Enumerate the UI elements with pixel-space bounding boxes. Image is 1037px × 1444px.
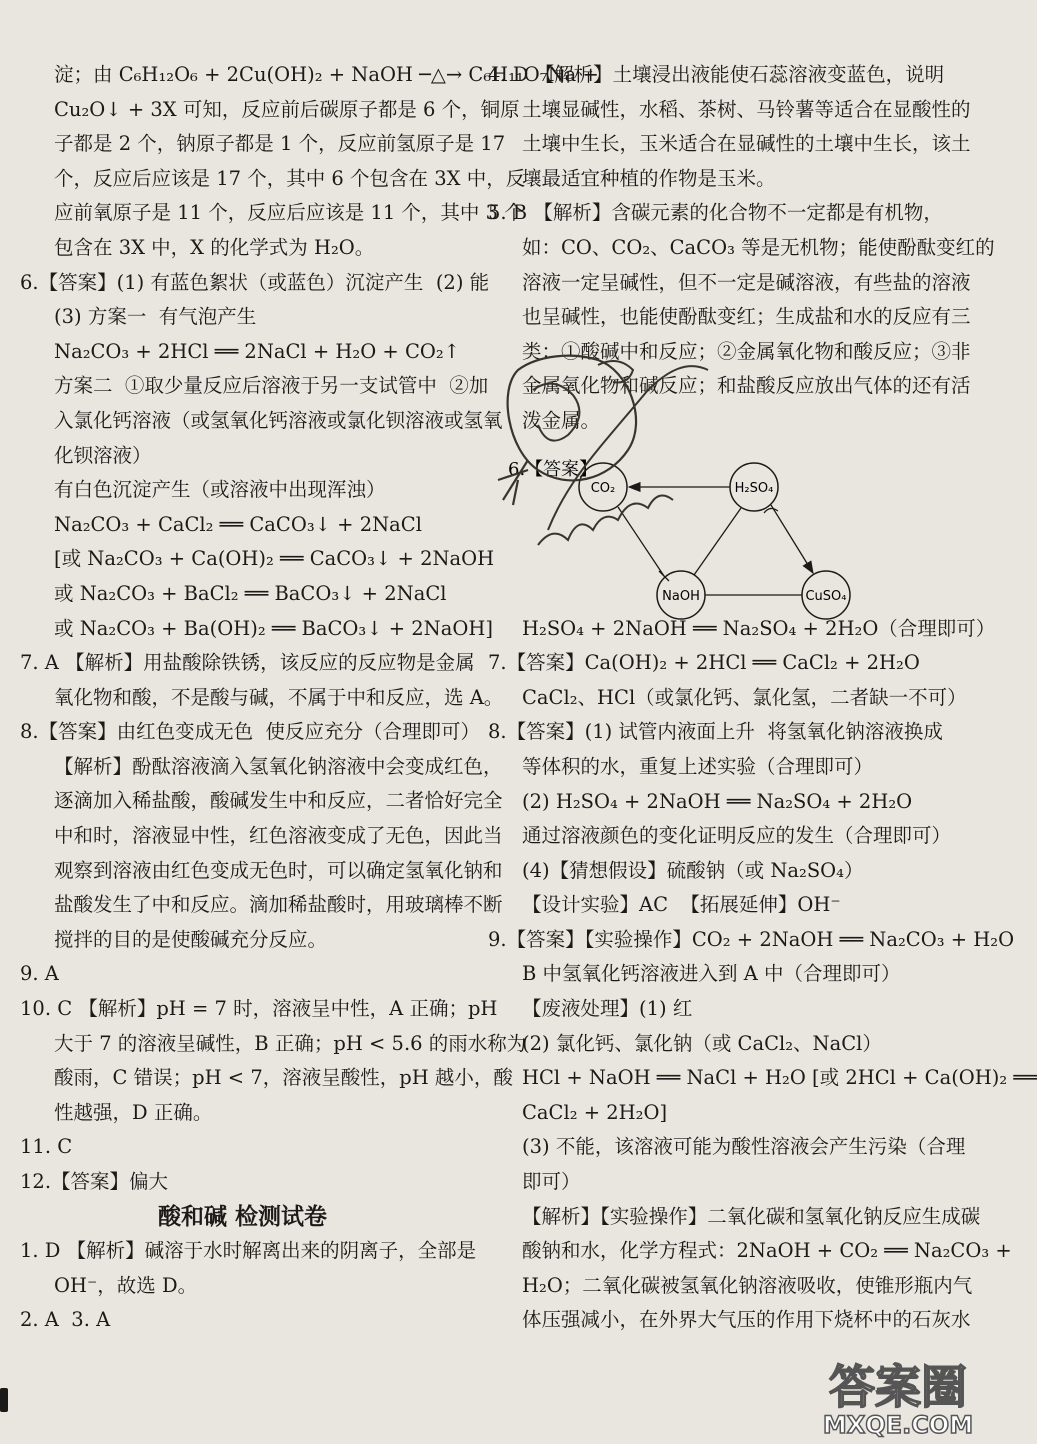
node-co2-label: CO₂ bbox=[590, 480, 616, 496]
text-line: 应前氧原子是 11 个，反应后应该是 11 个，其中 3 个 bbox=[54, 201, 524, 225]
node-naoh-label: NaOH bbox=[662, 588, 700, 604]
right-column-bottom bbox=[488, 612, 1037, 1338]
text-line: CaCl₂、HCl（或氯化钙、氯化氢，二者缺一不可） bbox=[522, 685, 967, 709]
text-line: 化钡溶液） bbox=[54, 443, 152, 467]
text-line: 观察到溶液由红色变成无色时，可以确定氢氧化钠和 bbox=[54, 858, 503, 882]
text-line: H₂SO₄ + 2NaOH ══ Na₂SO₄ + 2H₂O（合理即可） bbox=[522, 616, 996, 640]
text-line: 盐酸发生了中和反应。滴加稀盐酸时，用玻璃棒不断 bbox=[54, 893, 503, 917]
text-line: 性越强，D 正确。 bbox=[54, 1100, 213, 1124]
text-line: 【解析】【实验操作】二氧化碳和氢氧化钠反应生成碳 bbox=[522, 1204, 981, 1228]
text-line: 金属氧化物和碱反应；和盐酸反应放出气体的还有活 bbox=[522, 374, 971, 398]
text-line: 等体积的水，重复上述实验（合理即可） bbox=[522, 754, 874, 778]
text-line: 10. C 【解析】pH = 7 时，溶液呈中性，A 正确；pH bbox=[20, 997, 498, 1021]
text-line: 土壤中生长，玉米适合在显碱性的土壤中生长，该土 bbox=[522, 132, 971, 156]
text-line: H₂O；二氧化碳被氢氧化钠溶液吸收，使锥形瓶内气 bbox=[522, 1273, 973, 1297]
text-line: 或 Na₂CO₃ + Ba(OH)₂ ══ BaCO₃↓ + 2NaOH] bbox=[54, 616, 493, 640]
right-column bbox=[488, 58, 1037, 1338]
watermark-url: MXQE.COM bbox=[822, 1411, 974, 1439]
text-line: (2) 氯化钙、氯化钠（或 CaCl₂、NaCl） bbox=[522, 1031, 882, 1055]
text-line: 6.【答案】(1) 有蓝色絮状（或蓝色）沉淀产生 (2) 能 bbox=[20, 270, 490, 294]
text-line: 1. D 【解析】碱溶于水时解离出来的阴离子，全部是 bbox=[20, 1239, 477, 1263]
text-line: 4. D 【解析】土壤浸出液能使石蕊溶液变蓝色，说明 bbox=[488, 63, 945, 86]
text-line: 7. A 【解析】用盐酸除铁锈，该反应的反应物是金属 bbox=[20, 651, 475, 675]
text-line: [或 Na₂CO₃ + Ca(OH)₂ ══ CaCO₃↓ + 2NaOH bbox=[54, 547, 495, 571]
diagram-label: 6.【答案】 bbox=[508, 458, 598, 480]
text-line: 【设计实验】AC 【拓展延伸】OH⁻ bbox=[522, 893, 841, 917]
text-line: 5. B 【解析】含碳元素的化合物不一定都是有机物， bbox=[488, 201, 943, 225]
text-line: 也呈碱性，也能使酚酞变红；生成盐和水的反应有三 bbox=[522, 305, 971, 329]
text-line: (3) 方案一 有气泡产生 bbox=[54, 305, 257, 329]
text-line: Cu₂O↓ + 3X 可知，反应前后碳原子都是 6 个，铜原 bbox=[54, 97, 520, 121]
text-line: 溶液一定呈碱性，但不一定是碱溶液，有些盐的溶液 bbox=[522, 270, 971, 294]
text-line: 如：CO、CO₂、CaCO₃ 等是无机物；能使酚酞变红的 bbox=[522, 235, 995, 259]
text-line: 酸钠和水，化学方程式：2NaOH + CO₂ ══ Na₂CO₃ + bbox=[522, 1239, 1012, 1263]
section-title: 酸和碱 检测试卷 bbox=[157, 1203, 327, 1230]
text-line: 【解析】酚酞溶液滴入氢氧化钠溶液中会变成红色， bbox=[54, 754, 503, 778]
text-line: B 中氢氧化钙溶液进入到 A 中（合理即可） bbox=[522, 962, 901, 986]
text-line: 中和时，溶液显中性，红色溶液变成了无色，因此当 bbox=[54, 824, 503, 848]
text-line: 方案二 ①取少量反应后溶液于另一支试管中 ②加 bbox=[54, 374, 489, 398]
watermark-main: 答案圈 bbox=[829, 1360, 967, 1414]
page-number-marker bbox=[0, 1388, 12, 1418]
text-line: 11. C bbox=[20, 1135, 73, 1159]
text-line: 淀；由 C₆H₁₂O₆ + 2Cu(OH)₂ + NaOH ─△→ C₆H₁₁O₇Na + bbox=[54, 63, 599, 86]
text-line: 体压强减小，在外界大气压的作用下烧杯中的石灰水 bbox=[522, 1308, 971, 1332]
text-line: 2. A 3. A bbox=[20, 1308, 111, 1332]
text-line: 8.【答案】由红色变成无色 使反应充分（合理即可） bbox=[20, 720, 481, 744]
text-line: 酸雨，C 错误；pH < 7，溶液呈酸性，pH 越小，酸 bbox=[54, 1066, 513, 1090]
text-line: 9. A bbox=[20, 962, 59, 986]
text-line: 大于 7 的溶液呈碱性，B 正确；pH < 5.6 的雨水称为 bbox=[54, 1031, 527, 1055]
text-line: 包含在 3X 中，X 的化学式为 H₂O。 bbox=[54, 235, 375, 259]
text-line: 9.【答案】【实验操作】CO₂ + 2NaOH ══ Na₂CO₃ + H₂O bbox=[488, 927, 1015, 951]
text-line: 壤最适宜种植的作物是玉米。 bbox=[522, 166, 776, 190]
text-line: Na₂CO₃ + CaCl₂ ══ CaCO₃↓ + 2NaCl bbox=[54, 512, 422, 536]
text-line: 类：①酸碱中和反应；②金属氧化物和酸反应；③非 bbox=[522, 339, 971, 363]
text-line: 【废液处理】(1) 红 bbox=[522, 997, 693, 1021]
watermark-logo bbox=[800, 1345, 995, 1440]
text-line: 泼金属。 bbox=[522, 408, 601, 432]
text-line: Na₂CO₃ + 2HCl ══ 2NaCl + H₂O + CO₂↑ bbox=[54, 339, 461, 363]
text-line: OH⁻，故选 D。 bbox=[54, 1273, 198, 1297]
text-line: 子都是 2 个，钠原子都是 1 个，反应前氢原子是 17 bbox=[54, 132, 506, 156]
handwritten-scribble bbox=[478, 330, 778, 560]
text-line: (4)【猜想假设】硫酸钠（或 Na₂SO₄） bbox=[522, 858, 864, 882]
text-line: (2) H₂SO₄ + 2NaOH ══ Na₂SO₄ + 2H₂O bbox=[522, 789, 913, 813]
text-line: (3) 不能，该溶液可能为酸性溶液会产生污染（合理 bbox=[522, 1135, 966, 1159]
text-line: 通过溶液颜色的变化证明反应的发生（合理即可） bbox=[522, 824, 952, 848]
text-line: 入氯化钙溶液（或氢氧化钙溶液或氯化钡溶液或氢氧 bbox=[54, 408, 503, 432]
text-line: 7.【答案】Ca(OH)₂ + 2HCl ══ CaCl₂ + 2H₂O bbox=[488, 651, 920, 675]
text-line: CaCl₂ + 2H₂O] bbox=[522, 1100, 668, 1124]
text-line: 土壤显碱性，水稻、茶树、马铃薯等适合在显酸性的 bbox=[522, 97, 971, 121]
text-line: 或 Na₂CO₃ + BaCl₂ ══ BaCO₃↓ + 2NaCl bbox=[54, 581, 447, 605]
text-line: 个，反应后应该是 17 个，其中 6 个包含在 3X 中，反 bbox=[54, 166, 526, 190]
text-line: 8.【答案】(1) 试管内液面上升 将氢氧化钠溶液换成 bbox=[488, 720, 943, 744]
text-line: 氧化物和酸，不是酸与碱，不属于中和反应，选 A。 bbox=[54, 685, 504, 709]
text-line: 即可） bbox=[522, 1170, 581, 1194]
node-cuso4-label: CuSO₄ bbox=[805, 588, 847, 604]
text-line: 搅拌的目的是使酸碱充分反应。 bbox=[54, 927, 328, 951]
text-line: 有白色沉淀产生（或溶液中出现浑浊） bbox=[54, 478, 386, 502]
text-line: HCl + NaOH ══ NaCl + H₂O [或 2HCl + Ca(OH)₂ ══ bbox=[522, 1066, 1037, 1090]
text-line: 逐滴加入稀盐酸，酸碱发生中和反应，二者恰好完全 bbox=[54, 789, 503, 813]
text-line: 12.【答案】偏大 bbox=[20, 1170, 169, 1193]
node-h2so4-label: H₂SO₄ bbox=[734, 480, 774, 496]
